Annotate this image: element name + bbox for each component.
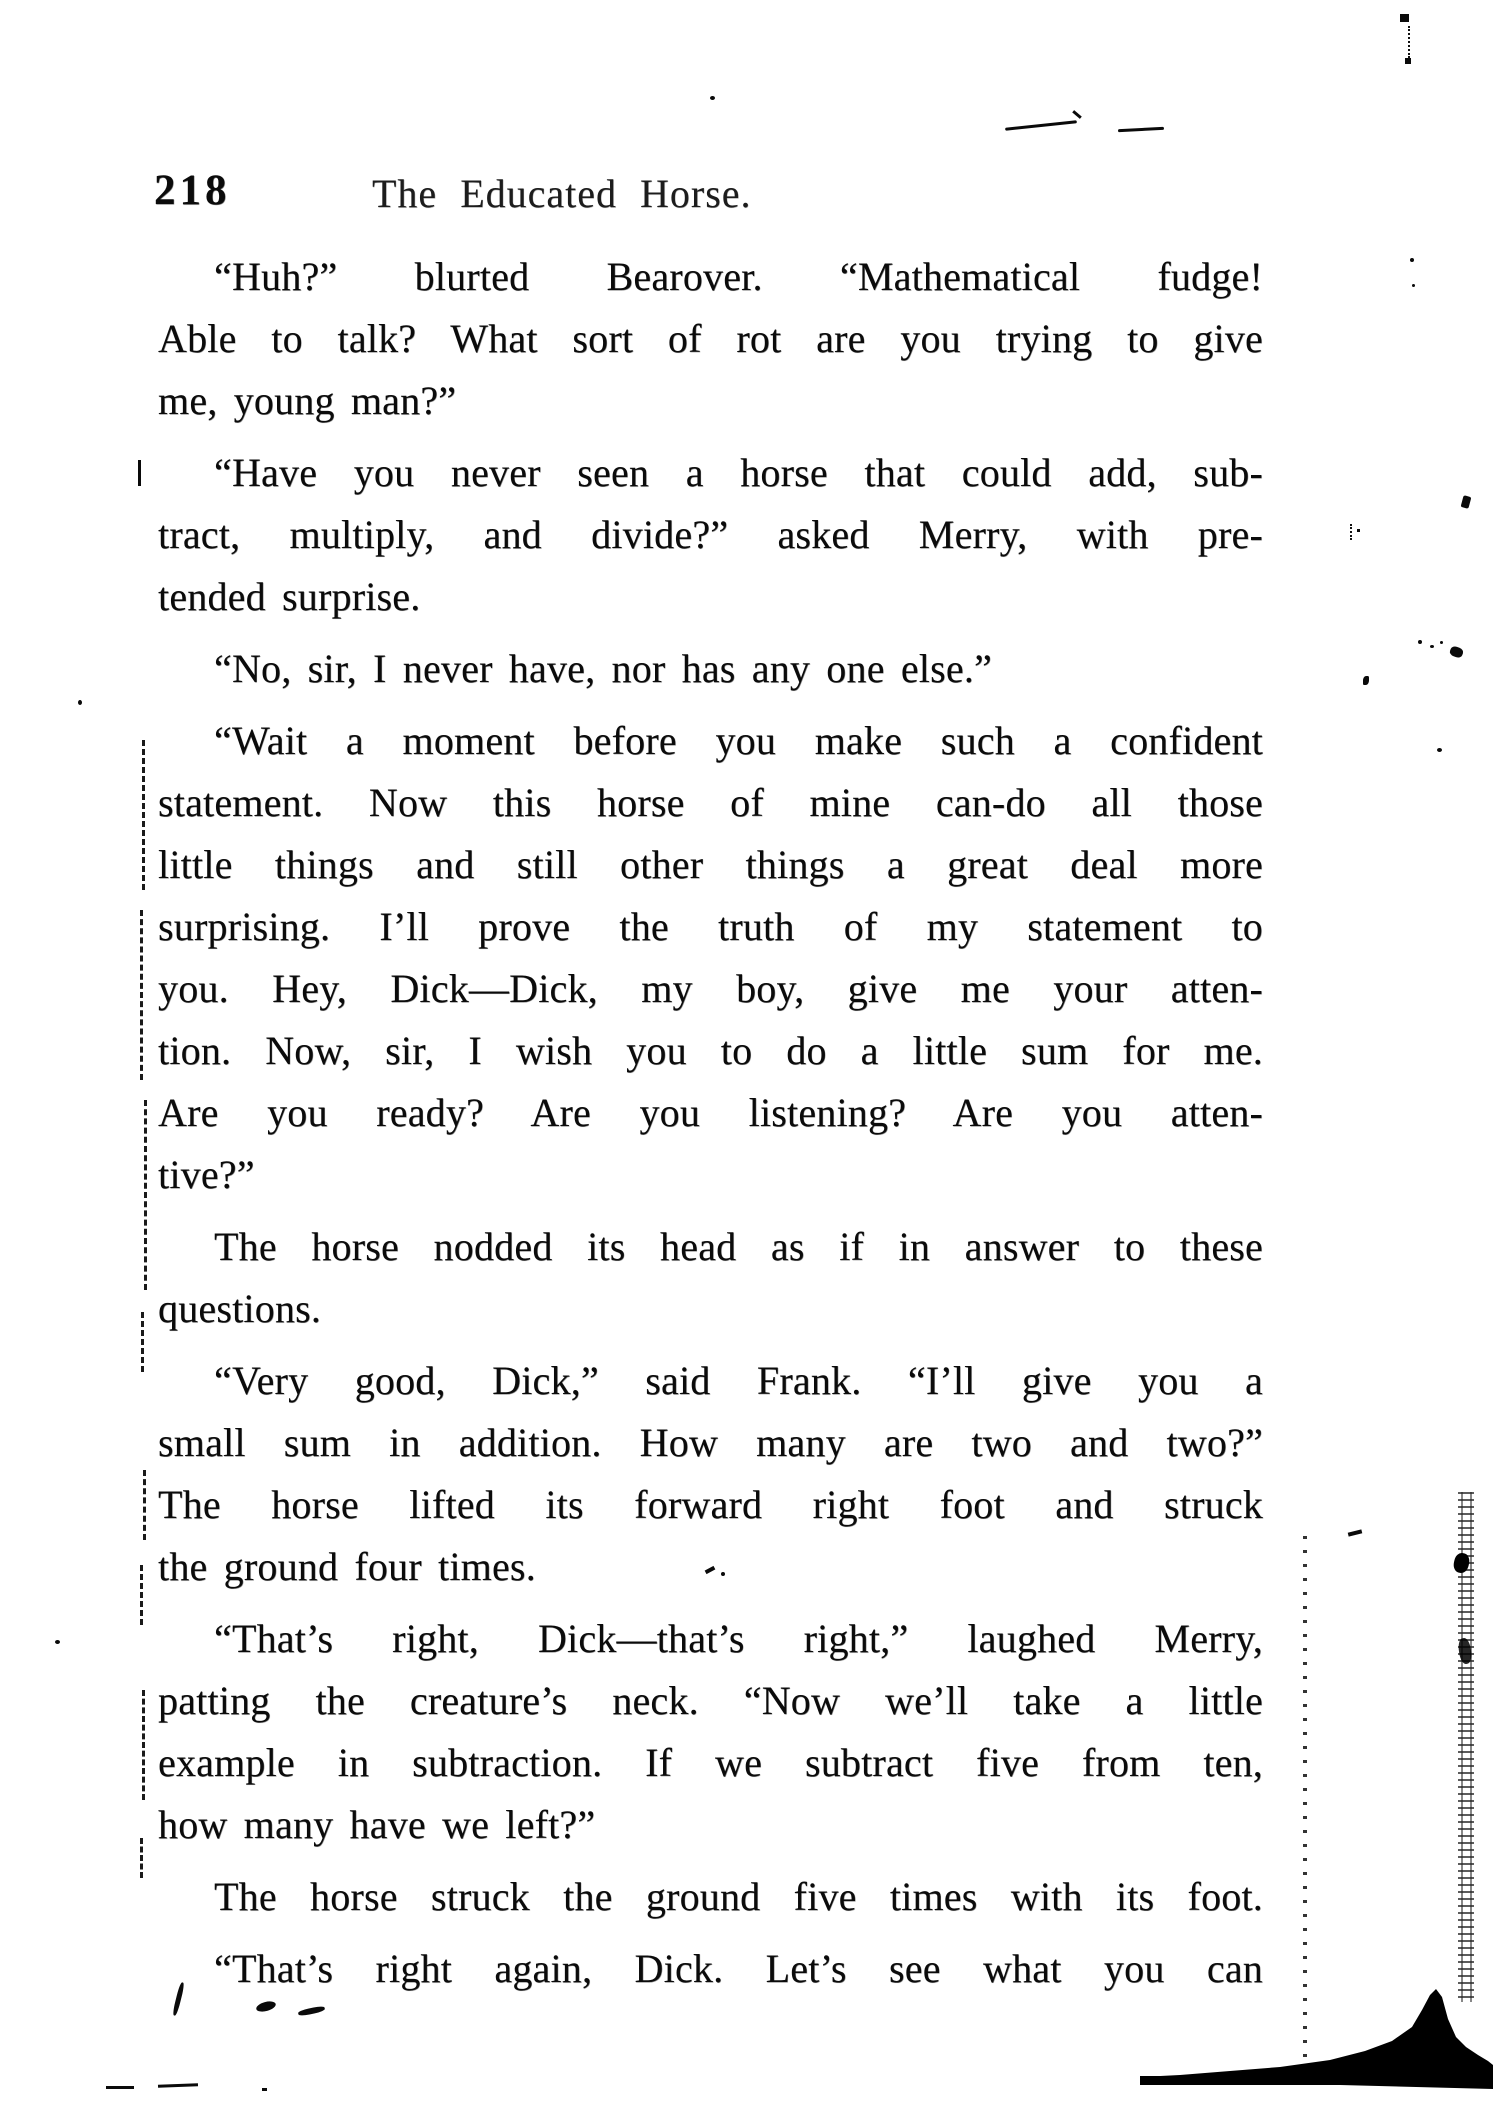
text-line: tive?” — [158, 1152, 255, 1197]
text-line: “That’s right again, Dick. Let’s see what you can — [214, 1946, 1263, 1991]
text-line: the ground four times. — [158, 1544, 536, 1589]
text-line: Are you ready? Are you listening? Are you atten- — [158, 1090, 1263, 1135]
scan-artifact — [1363, 676, 1369, 685]
scan-artifact — [138, 460, 141, 486]
paragraph — [158, 1350, 1263, 1598]
text-line: “That’s right, Dick—that’s right,” laughed Merry, — [214, 1616, 1263, 1661]
text-line: “Have you never seen a horse that could add, sub- — [214, 450, 1263, 495]
text-line: The horse struck the ground five times with its foot. — [214, 1874, 1263, 1919]
scan-artifact — [1072, 110, 1082, 119]
scan-artifact — [106, 2086, 134, 2089]
text-line: Able to talk? What sort of rot are you trying to give — [158, 316, 1263, 361]
scan-artifact — [144, 1100, 147, 1290]
paragraph — [158, 1866, 1263, 1928]
text-line: small sum in addition. How many are two and two?” — [158, 1420, 1263, 1465]
text-line: how many have we left?” — [158, 1802, 596, 1847]
scan-artifact — [140, 910, 143, 1080]
scan-artifact — [142, 1690, 145, 1800]
scan-artifact — [1430, 645, 1434, 648]
scan-artifact — [1005, 120, 1077, 131]
text-line: The horse nodded its head as if in answer to these — [214, 1224, 1263, 1269]
paragraph — [158, 1608, 1263, 1856]
scan-artifact — [140, 1565, 143, 1625]
text-line: example in subtraction. If we subtract five from ten, — [158, 1740, 1263, 1785]
scan-artifact — [1461, 495, 1472, 509]
scan-artifact — [1348, 1529, 1363, 1536]
text-line: patting the creature’s neck. “Now we’ll take a little — [158, 1678, 1263, 1723]
running-title: The Educated Horse. — [372, 171, 752, 216]
scan-artifact — [1437, 748, 1442, 752]
scan-artifact — [141, 1312, 144, 1372]
scan-artifact — [78, 700, 82, 705]
paragraph — [158, 710, 1263, 1206]
text-line: tract, multiply, and divide?” asked Merry, with pre- — [158, 512, 1263, 557]
text-line: “Huh?” blurted Bearover. “Mathematical fudge! — [214, 254, 1263, 299]
text-line: you. Hey, Dick—Dick, my boy, give me your atten- — [158, 966, 1263, 1011]
page-number: 218 — [154, 167, 231, 214]
scan-artifact — [1410, 258, 1414, 262]
scan-artifact — [710, 96, 715, 100]
text-line: questions. — [158, 1286, 322, 1331]
scan-artifact — [142, 740, 145, 890]
scan-artifact — [1350, 524, 1352, 540]
scan-artifact — [1449, 645, 1465, 659]
scan-artifact — [1118, 127, 1164, 132]
scan-artifact — [1418, 640, 1422, 644]
text-line: “Wait a moment before you make such a confident — [214, 718, 1263, 763]
scan-artifact — [721, 1572, 725, 1576]
text-line: surprising. I’ll prove the truth of my statement to — [158, 904, 1263, 949]
paragraph — [158, 1938, 1263, 2000]
text-line: statement. Now this horse of mine can-do all those — [158, 780, 1263, 825]
scan-artifact — [1412, 284, 1415, 287]
scan-artifact — [1400, 14, 1409, 22]
scan-artifact — [1405, 58, 1411, 64]
ink-blot — [1140, 1985, 1493, 2103]
scan-artifact — [1408, 26, 1410, 58]
paragraph — [158, 246, 1263, 432]
scan-artifact — [143, 1470, 146, 1540]
scan-artifact — [1357, 529, 1360, 532]
scan-artifact — [262, 2088, 267, 2091]
text-line: “Very good, Dick,” said Frank. “I’ll give you a — [214, 1358, 1263, 1403]
scan-artifact — [55, 1640, 60, 1644]
paragraph — [158, 638, 1263, 700]
scan-artifact — [1440, 641, 1443, 644]
text-line: tended surprise. — [158, 574, 421, 619]
body-text — [158, 246, 1263, 2010]
paragraph — [158, 442, 1263, 628]
text-line: tion. Now, sir, I wish you to do a little sum for me. — [158, 1028, 1263, 1073]
text-line: little things and still other things a great deal more — [158, 842, 1263, 887]
text-line: me, young man?” — [158, 378, 457, 423]
text-line: “No, sir, I never have, nor has any one else.” — [214, 646, 992, 691]
scan-artifact — [140, 1838, 143, 1878]
text-line: The horse lifted its forward right foot and struck — [158, 1482, 1263, 1527]
paragraph — [158, 1216, 1263, 1340]
scan-artifact — [158, 2083, 198, 2087]
